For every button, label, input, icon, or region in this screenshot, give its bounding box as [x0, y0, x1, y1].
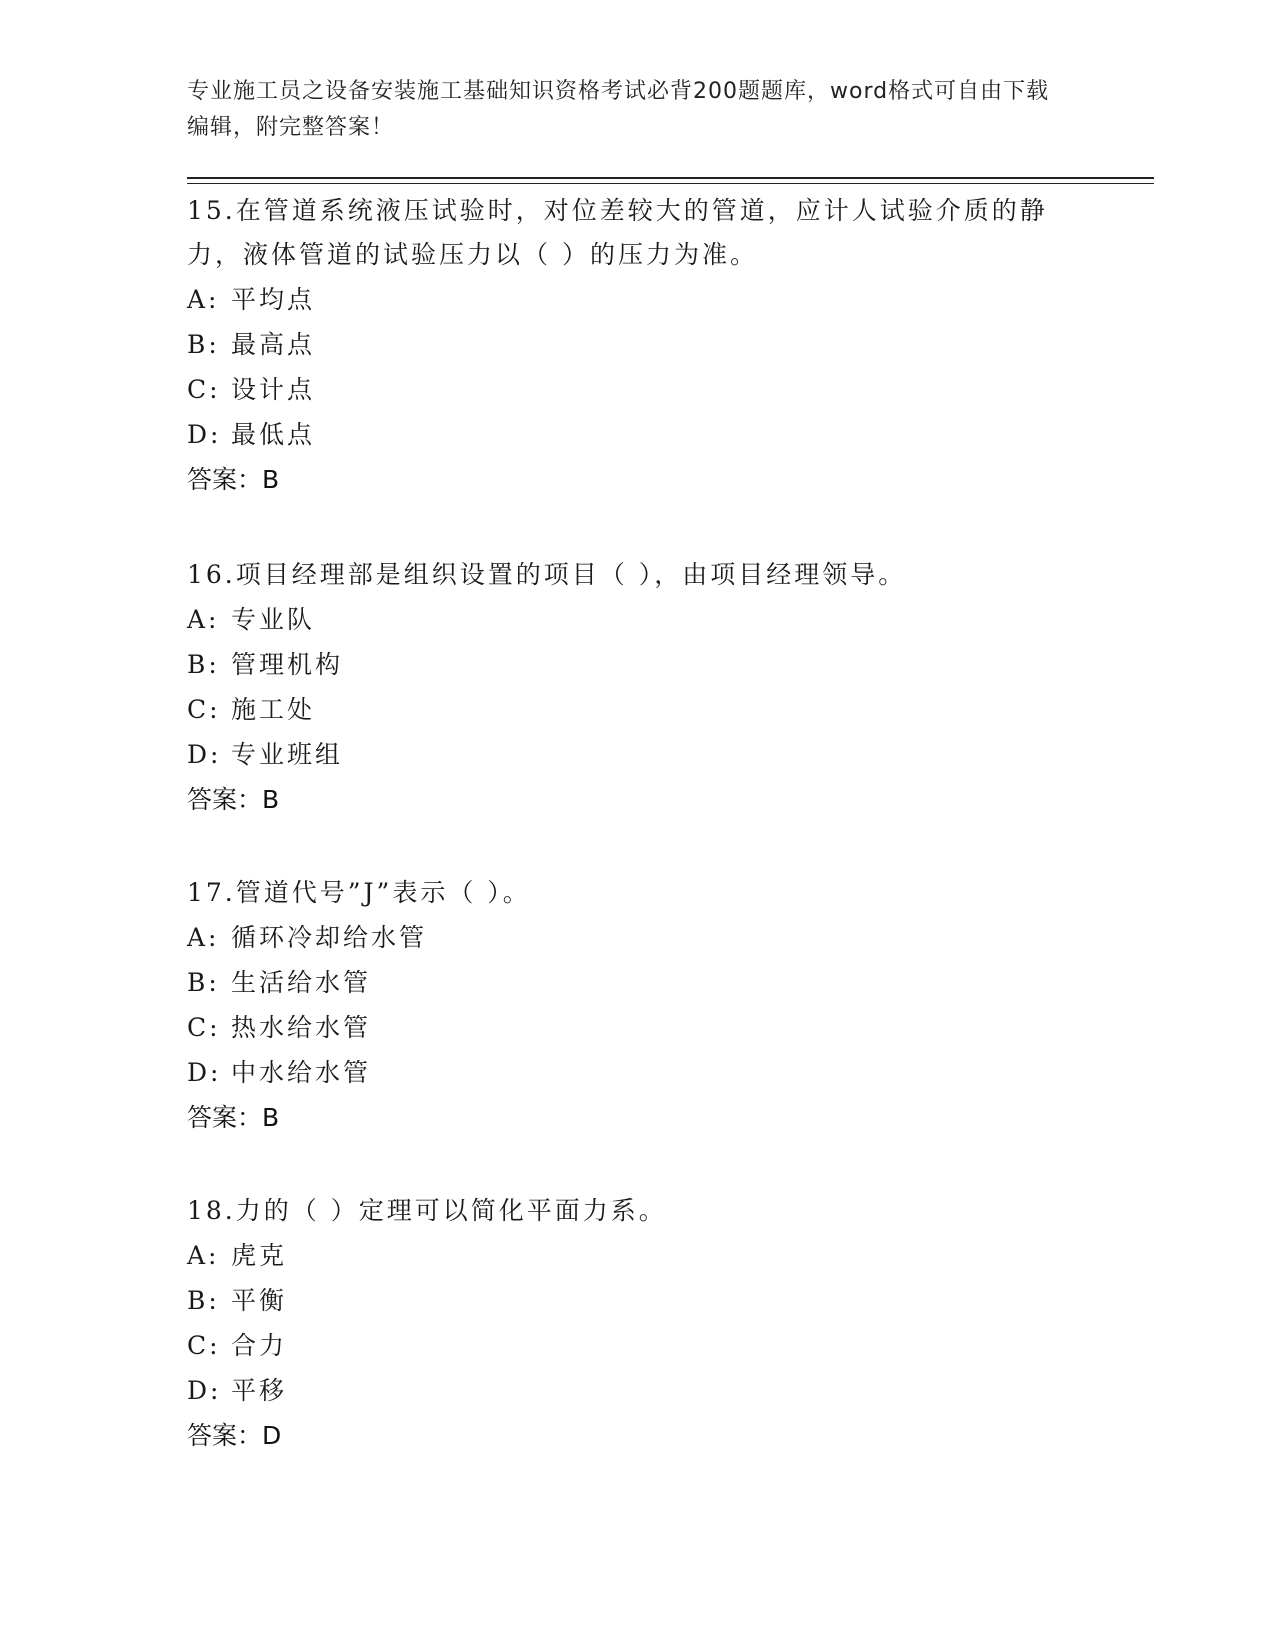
question-18	[187, 1189, 1087, 1459]
document-header: 专业施工员之设备安装施工基础知识资格考试必背200题题库，word格式可自由下载编辑，附完整答案！	[187, 79, 1050, 140]
question-16	[187, 553, 1087, 823]
option-text: 平均点	[231, 285, 316, 314]
answer-line: 答案：B	[187, 1103, 280, 1132]
option-a	[187, 915, 1087, 960]
option-b	[187, 322, 1087, 367]
question-15	[187, 189, 1087, 503]
option-letter: D:	[187, 420, 222, 449]
option-d	[187, 412, 1087, 457]
option-text: 生活给水管	[231, 968, 372, 997]
question-stem: 16.项目经理部是组织设置的项目（ ），由项目经理领导。	[187, 560, 907, 589]
option-d	[187, 1050, 1087, 1095]
answer-line: 答案：D	[187, 1421, 282, 1450]
option-letter: C:	[187, 695, 221, 724]
option-b	[187, 960, 1087, 1005]
option-text: 循环冷却给水管	[231, 923, 428, 952]
option-letter: D:	[187, 1058, 222, 1087]
option-letter: A:	[187, 1241, 220, 1270]
option-letter: C:	[187, 375, 221, 404]
header-divider-thin	[187, 183, 1154, 184]
option-text: 平衡	[231, 1286, 288, 1315]
option-text: 最高点	[231, 330, 316, 359]
question-stem: 17.管道代号”J”表示（ ）。	[187, 878, 531, 907]
option-a	[187, 277, 1087, 322]
option-text: 施工处	[231, 695, 316, 724]
option-text: 平移	[231, 1376, 288, 1405]
answer-line: 答案：B	[187, 465, 280, 494]
option-c	[187, 1323, 1087, 1368]
question-stem: 18.力的（ ）定理可以简化平面力系。	[187, 1196, 667, 1225]
option-c	[187, 687, 1087, 732]
answer-line: 答案：B	[187, 785, 280, 814]
question-stem: 15.在管道系统液压试验时，对位差较大的管道，应计人试验介质的静力，液体管道的试验压力以（ ）的压力为准。	[187, 196, 1048, 269]
option-text: 合力	[231, 1331, 288, 1360]
option-c	[187, 367, 1087, 412]
option-letter: B:	[187, 1286, 220, 1315]
option-c	[187, 1005, 1087, 1050]
option-b	[187, 642, 1087, 687]
option-text: 虎克	[231, 1241, 288, 1270]
option-text: 管理机构	[231, 650, 344, 679]
option-letter: A:	[187, 923, 220, 952]
option-d	[187, 1368, 1087, 1413]
option-b	[187, 1278, 1087, 1323]
question-17	[187, 871, 1087, 1141]
option-text: 中水给水管	[231, 1058, 372, 1087]
option-text: 设计点	[231, 375, 316, 404]
option-letter: B:	[187, 968, 220, 997]
option-letter: D:	[187, 1376, 222, 1405]
option-text: 专业班组	[231, 740, 344, 769]
option-text: 专业队	[231, 605, 316, 634]
header-divider-thick	[187, 177, 1154, 179]
option-letter: C:	[187, 1013, 221, 1042]
option-letter: A:	[187, 605, 220, 634]
option-letter: B:	[187, 650, 220, 679]
option-a	[187, 597, 1087, 642]
option-d	[187, 732, 1087, 777]
option-text: 热水给水管	[231, 1013, 372, 1042]
option-letter: C:	[187, 1331, 221, 1360]
option-a	[187, 1233, 1087, 1278]
option-letter: A:	[187, 285, 220, 314]
option-text: 最低点	[231, 420, 316, 449]
option-letter: B:	[187, 330, 220, 359]
option-letter: D:	[187, 740, 222, 769]
